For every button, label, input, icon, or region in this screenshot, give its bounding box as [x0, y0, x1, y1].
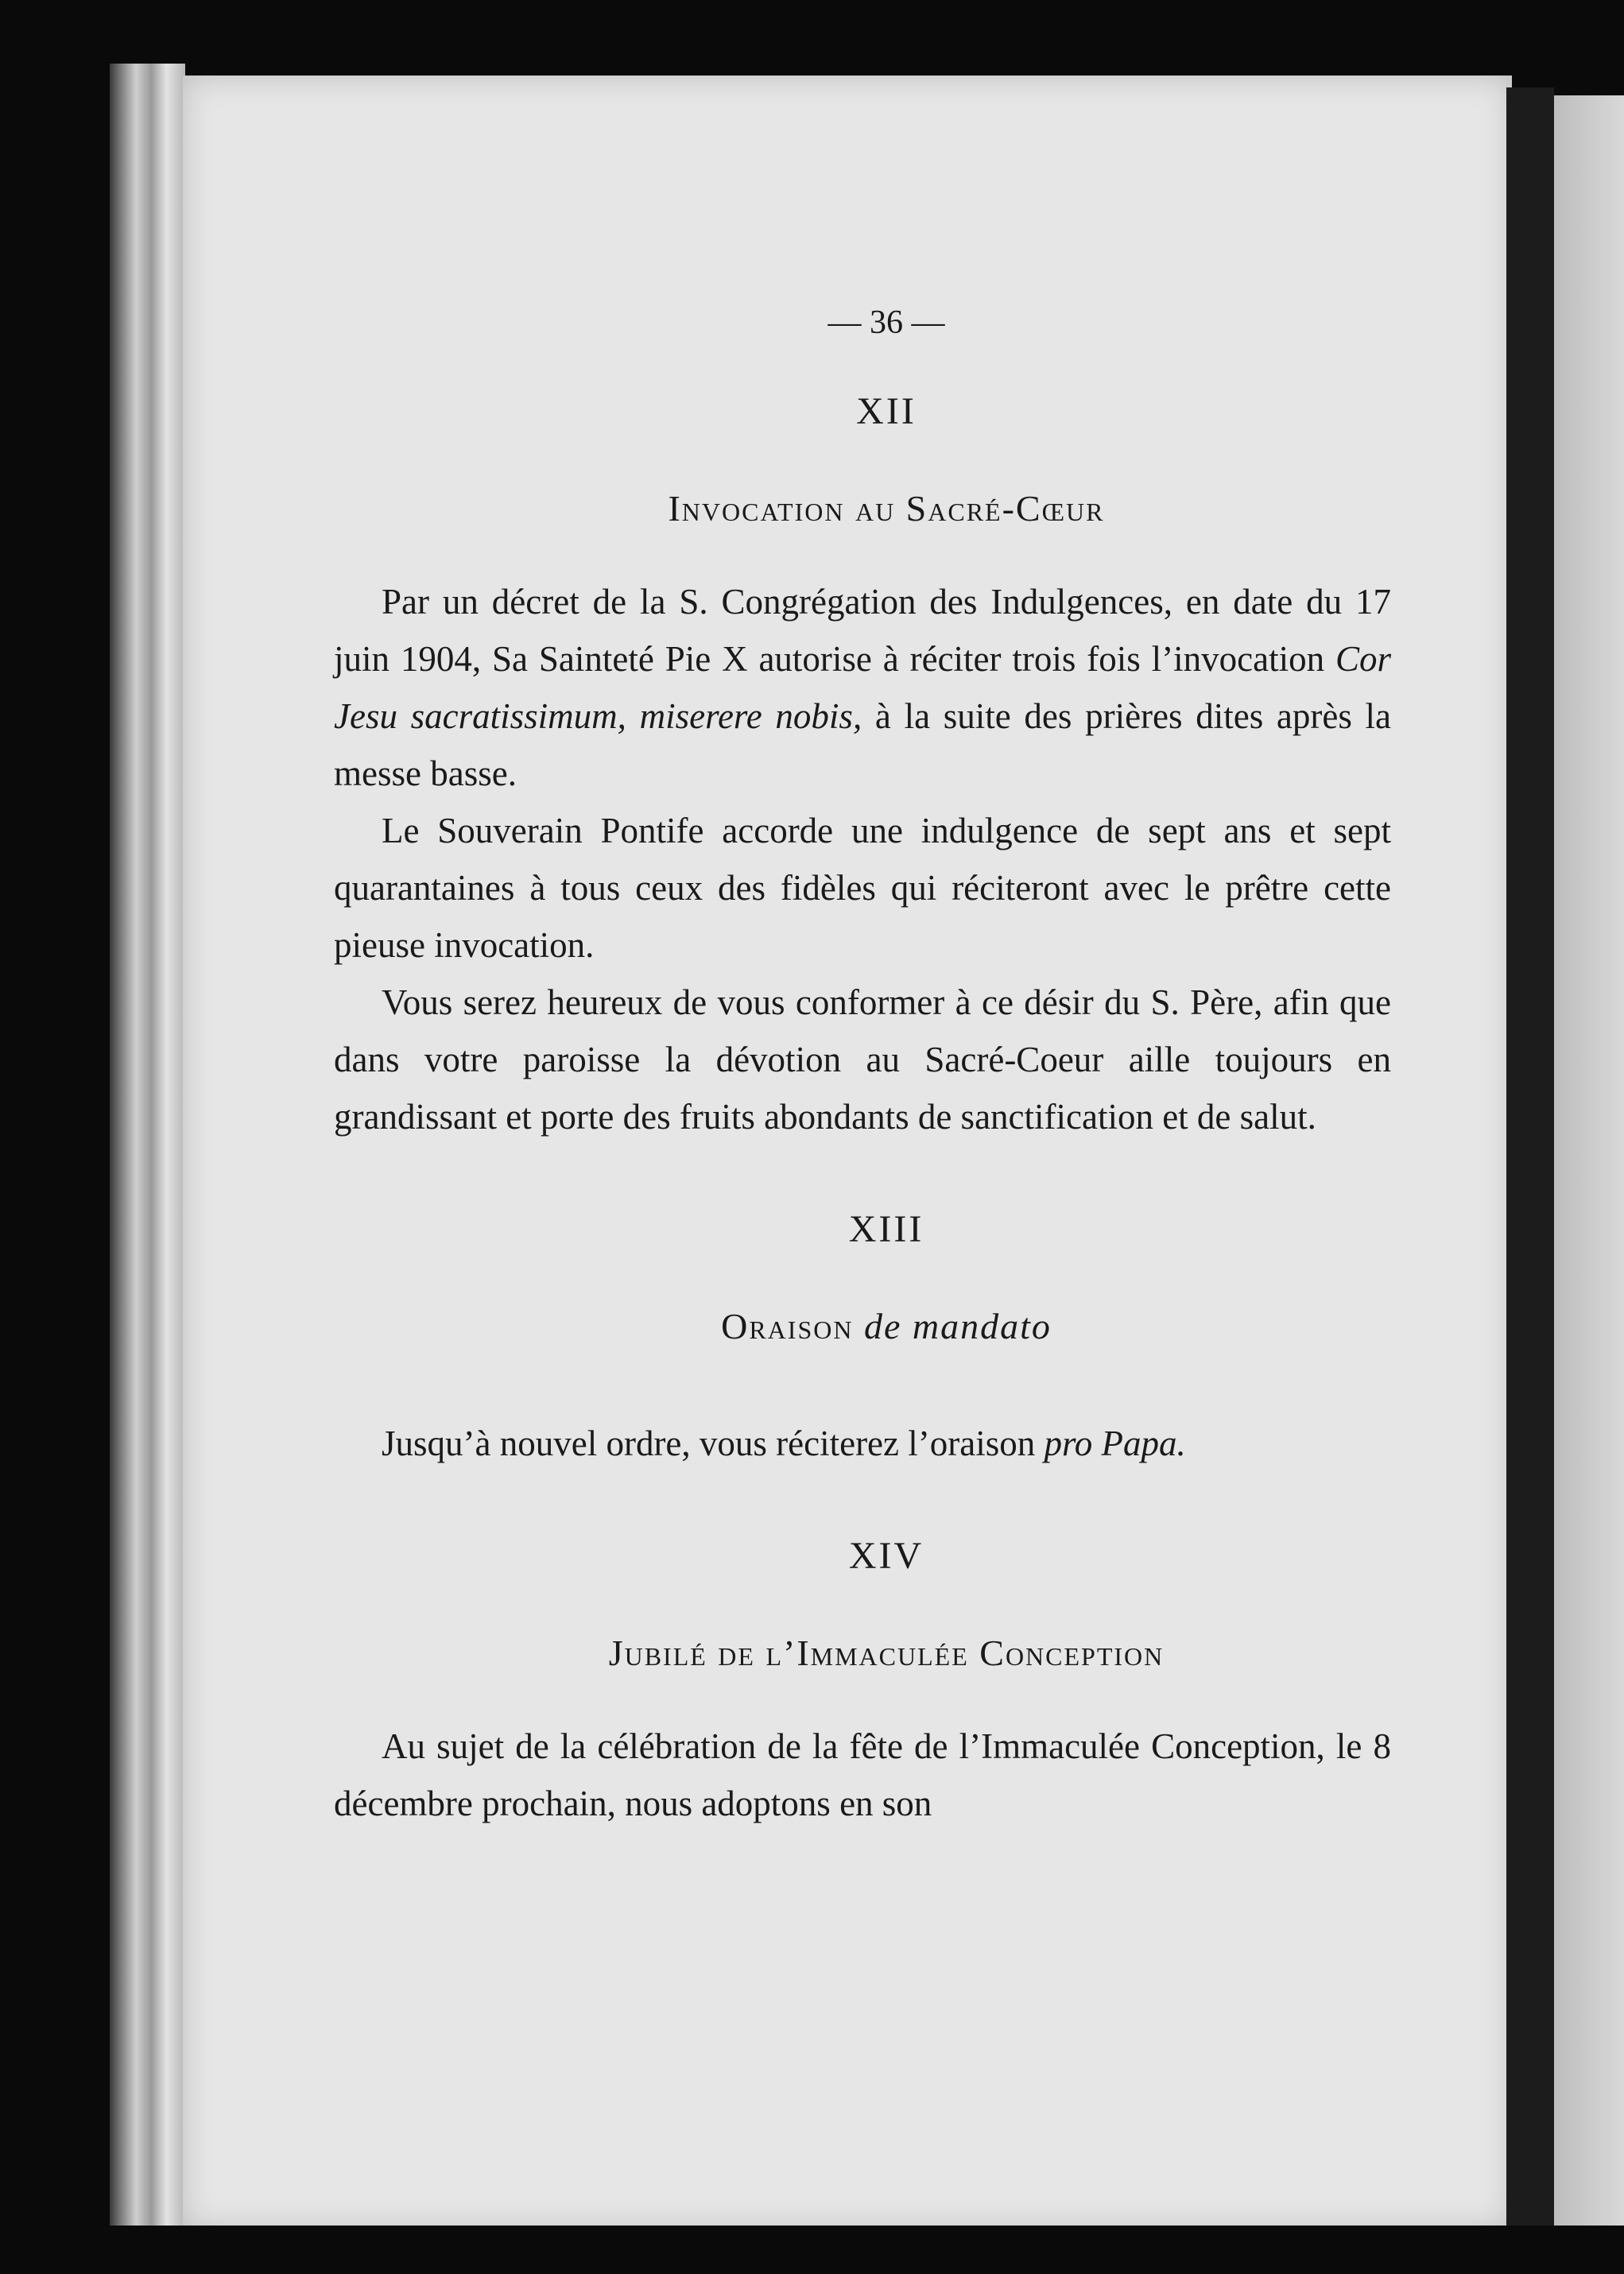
page-shadow-edge [1506, 87, 1554, 2233]
page-number: — 36 — [828, 304, 945, 341]
paragraph [334, 1415, 1391, 1472]
paragraph-text: Jusqu’à nouvel ordre, vous réciterez l’oraison [382, 1424, 1036, 1463]
section-title-roman: Oraison [721, 1306, 854, 1346]
paragraph: Le Souverain Pontife accorde une indulgence de sept ans et sept quarantaines à tous ceux des fidèles qui réciteront avec le prêtre cette pieuse invocation. [334, 811, 1391, 965]
spacer [334, 1472, 1391, 1528]
paragraph [334, 573, 1391, 802]
section-title [382, 1298, 1391, 1355]
spacer [334, 1391, 1391, 1415]
spacer [334, 1145, 1391, 1201]
paragraph: Au sujet de la célébration de la fête de l’Immaculée Conception, le 8 décembre prochain, nous adoptons en son [334, 1726, 1391, 1823]
paragraph: Vous serez heureux de vous conformer à ce désir du S. Père, afin que dans votre paroisse la dévotion au Sacré-Coeur aille toujours en grandissant et porte des fruits abondants de sanctification et de salut. [334, 982, 1391, 1137]
paragraph-text: à la suite des prières dites après la messe basse. [334, 696, 1392, 793]
book-spine [110, 64, 185, 2226]
section-number: XIII [848, 1208, 924, 1250]
page-text [334, 294, 1391, 1832]
section-title-italic: de mandato [863, 1306, 1052, 1346]
section-title: Invocation au Sacré-Cœur [668, 488, 1105, 529]
paragraph-text: Par un décret de la S. Congrégation des Indulgences, en date du 17 juin 1904, Sa Sainteté Pie X autorise à réciter trois fois l’invocation [334, 582, 1391, 679]
latin-invocation: Cor Jesu sacratissimum, miserere nobis, [334, 639, 1391, 736]
section-title: Jubilé de l’Immaculée Conception [608, 1633, 1165, 1673]
latin-phrase: pro Papa. [1044, 1424, 1186, 1463]
bottom-margin-band [0, 2226, 1624, 2274]
section-number: XIV [848, 1535, 924, 1577]
section-number: XII [856, 390, 917, 432]
facing-page-edge [1554, 95, 1624, 2233]
